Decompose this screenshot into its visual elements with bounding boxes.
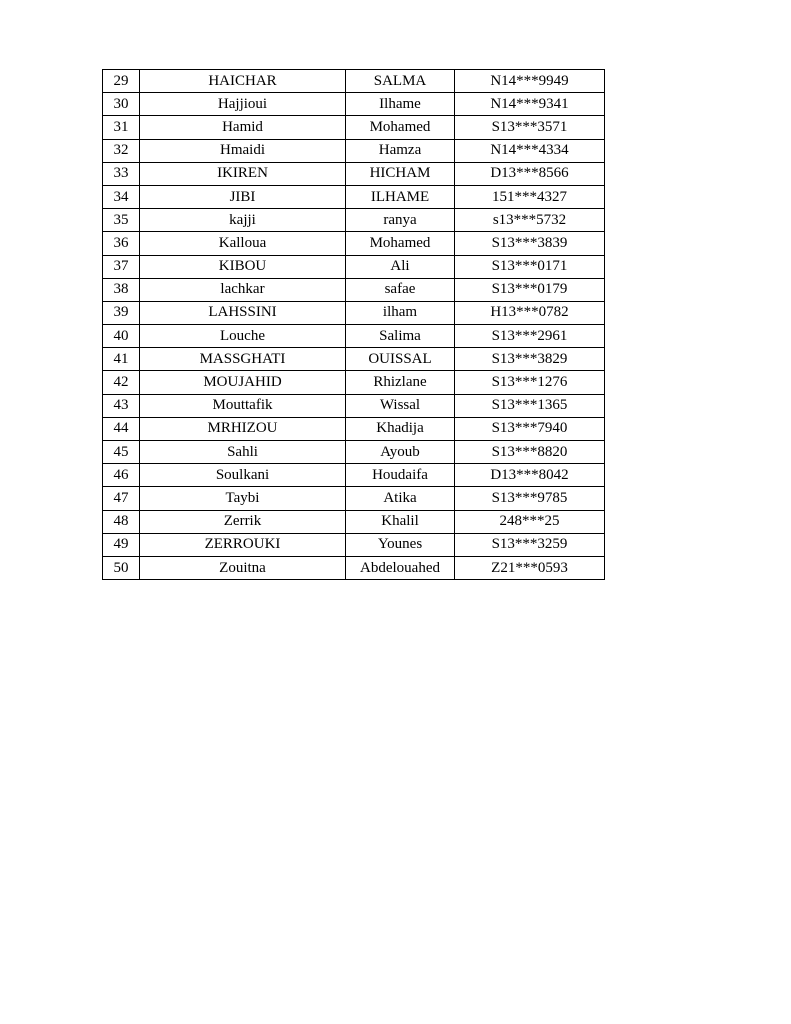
row-number-cell: 49 bbox=[103, 533, 140, 556]
first-name-cell: safae bbox=[346, 278, 455, 301]
last-name-cell: Kalloua bbox=[140, 232, 346, 255]
row-number-cell: 32 bbox=[103, 139, 140, 162]
last-name-cell: MASSGHATI bbox=[140, 348, 346, 371]
id-number-cell: S13***3829 bbox=[455, 348, 605, 371]
first-name-cell: Khalil bbox=[346, 510, 455, 533]
table-row bbox=[103, 70, 605, 93]
first-name-cell: HICHAM bbox=[346, 162, 455, 185]
table-row bbox=[103, 278, 605, 301]
row-number-cell: 31 bbox=[103, 116, 140, 139]
row-number-cell: 42 bbox=[103, 371, 140, 394]
first-name-cell: ilham bbox=[346, 301, 455, 324]
first-name-cell: Wissal bbox=[346, 394, 455, 417]
row-number-cell: 33 bbox=[103, 162, 140, 185]
id-number-cell: S13***7940 bbox=[455, 417, 605, 440]
row-number-cell: 43 bbox=[103, 394, 140, 417]
id-number-cell: 151***4327 bbox=[455, 185, 605, 208]
first-name-cell: Houdaifa bbox=[346, 464, 455, 487]
first-name-cell: Ilhame bbox=[346, 93, 455, 116]
id-number-cell: S13***1276 bbox=[455, 371, 605, 394]
table-row bbox=[103, 510, 605, 533]
table-row bbox=[103, 255, 605, 278]
id-number-cell: S13***3259 bbox=[455, 533, 605, 556]
first-name-cell: Salima bbox=[346, 325, 455, 348]
last-name-cell: kajji bbox=[140, 209, 346, 232]
first-name-cell: OUISSAL bbox=[346, 348, 455, 371]
last-name-cell: MRHIZOU bbox=[140, 417, 346, 440]
table-row bbox=[103, 139, 605, 162]
last-name-cell: Hamid bbox=[140, 116, 346, 139]
first-name-cell: Rhizlane bbox=[346, 371, 455, 394]
last-name-cell: Hajjioui bbox=[140, 93, 346, 116]
last-name-cell: HAICHAR bbox=[140, 70, 346, 93]
row-number-cell: 41 bbox=[103, 348, 140, 371]
row-number-cell: 35 bbox=[103, 209, 140, 232]
table-row bbox=[103, 301, 605, 324]
table-row bbox=[103, 185, 605, 208]
first-name-cell: Younes bbox=[346, 533, 455, 556]
last-name-cell: Hmaidi bbox=[140, 139, 346, 162]
id-number-cell: H13***0782 bbox=[455, 301, 605, 324]
first-name-cell: Ayoub bbox=[346, 441, 455, 464]
first-name-cell: ranya bbox=[346, 209, 455, 232]
table-row bbox=[103, 93, 605, 116]
row-number-cell: 38 bbox=[103, 278, 140, 301]
id-number-cell: S13***8820 bbox=[455, 441, 605, 464]
last-name-cell: MOUJAHID bbox=[140, 371, 346, 394]
first-name-cell: Mohamed bbox=[346, 116, 455, 139]
last-name-cell: LAHSSINI bbox=[140, 301, 346, 324]
last-name-cell: Zerrik bbox=[140, 510, 346, 533]
last-name-cell: KIBOU bbox=[140, 255, 346, 278]
first-name-cell: Abdelouahed bbox=[346, 556, 455, 579]
id-number-cell: D13***8566 bbox=[455, 162, 605, 185]
id-number-cell: S13***3839 bbox=[455, 232, 605, 255]
id-number-cell: S13***0179 bbox=[455, 278, 605, 301]
id-number-cell: D13***8042 bbox=[455, 464, 605, 487]
id-number-cell: S13***1365 bbox=[455, 394, 605, 417]
table-row bbox=[103, 348, 605, 371]
row-number-cell: 47 bbox=[103, 487, 140, 510]
student-table-body bbox=[103, 70, 605, 580]
row-number-cell: 34 bbox=[103, 185, 140, 208]
last-name-cell: Mouttafik bbox=[140, 394, 346, 417]
id-number-cell: S13***0171 bbox=[455, 255, 605, 278]
first-name-cell: Hamza bbox=[346, 139, 455, 162]
last-name-cell: lachkar bbox=[140, 278, 346, 301]
last-name-cell: Louche bbox=[140, 325, 346, 348]
first-name-cell: ILHAME bbox=[346, 185, 455, 208]
id-number-cell: 248***25 bbox=[455, 510, 605, 533]
table-row bbox=[103, 209, 605, 232]
id-number-cell: Z21***0593 bbox=[455, 556, 605, 579]
last-name-cell: Soulkani bbox=[140, 464, 346, 487]
row-number-cell: 29 bbox=[103, 70, 140, 93]
last-name-cell: Sahli bbox=[140, 441, 346, 464]
table-row bbox=[103, 325, 605, 348]
id-number-cell: N14***9341 bbox=[455, 93, 605, 116]
last-name-cell: Zouitna bbox=[140, 556, 346, 579]
table-row bbox=[103, 116, 605, 139]
id-number-cell: S13***9785 bbox=[455, 487, 605, 510]
table-row bbox=[103, 371, 605, 394]
id-number-cell: S13***3571 bbox=[455, 116, 605, 139]
first-name-cell: Ali bbox=[346, 255, 455, 278]
row-number-cell: 45 bbox=[103, 441, 140, 464]
first-name-cell: SALMA bbox=[346, 70, 455, 93]
first-name-cell: Khadija bbox=[346, 417, 455, 440]
last-name-cell: IKIREN bbox=[140, 162, 346, 185]
last-name-cell: ZERROUKI bbox=[140, 533, 346, 556]
table-row bbox=[103, 394, 605, 417]
table-row bbox=[103, 441, 605, 464]
id-number-cell: S13***2961 bbox=[455, 325, 605, 348]
table-row bbox=[103, 232, 605, 255]
row-number-cell: 39 bbox=[103, 301, 140, 324]
student-table bbox=[102, 69, 605, 580]
row-number-cell: 36 bbox=[103, 232, 140, 255]
id-number-cell: N14***9949 bbox=[455, 70, 605, 93]
id-number-cell: N14***4334 bbox=[455, 139, 605, 162]
row-number-cell: 46 bbox=[103, 464, 140, 487]
last-name-cell: Taybi bbox=[140, 487, 346, 510]
last-name-cell: JIBI bbox=[140, 185, 346, 208]
table-row bbox=[103, 464, 605, 487]
row-number-cell: 50 bbox=[103, 556, 140, 579]
table-row bbox=[103, 417, 605, 440]
table-row bbox=[103, 556, 605, 579]
row-number-cell: 37 bbox=[103, 255, 140, 278]
row-number-cell: 44 bbox=[103, 417, 140, 440]
row-number-cell: 48 bbox=[103, 510, 140, 533]
row-number-cell: 30 bbox=[103, 93, 140, 116]
table-row bbox=[103, 533, 605, 556]
table-row bbox=[103, 162, 605, 185]
row-number-cell: 40 bbox=[103, 325, 140, 348]
id-number-cell: s13***5732 bbox=[455, 209, 605, 232]
table-row bbox=[103, 487, 605, 510]
first-name-cell: Mohamed bbox=[346, 232, 455, 255]
first-name-cell: Atika bbox=[346, 487, 455, 510]
